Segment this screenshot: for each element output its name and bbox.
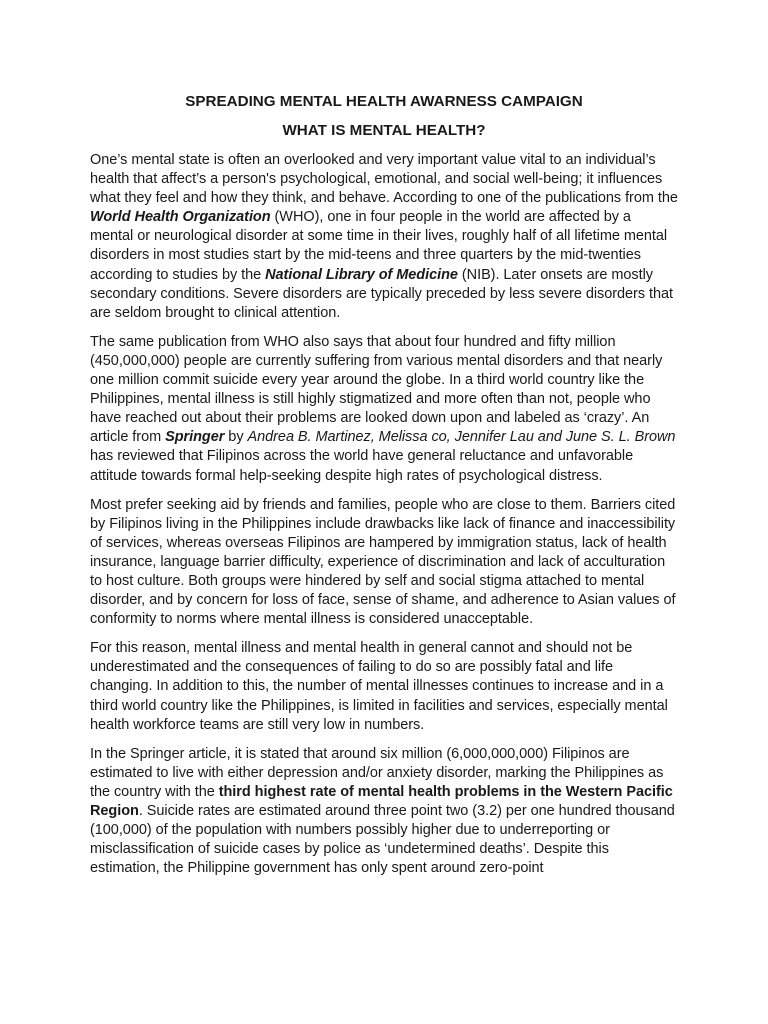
text-run: Andrea B. Martinez, Melissa co, Jennifer Lau and June S. L. Brown	[247, 429, 676, 446]
text-run: (NIB). Later onsets are mostly secondary conditions. Severe disorders are typically preceded by less severe disorders that are seldom brought to clinical attention.	[90, 266, 673, 321]
text-run: Most prefer seeking aid by friends and families, people who are close to them. Barriers cited by Filipinos living in the Philippines include drawbacks like lack of finance and inaccessibility of services, whereas overseas Filipinos are hampered by immigration status, lack of health insurance, language barrier difficulty, experience of discrimination and lack of acculturation to host culture. Both groups were hindered by self and social stigma attached to mental disorder, and by concern for loss of face, sense of shame, and adherence to Asian values of conformity to norms where mental illness is considered unacceptable.	[90, 496, 676, 628]
text-run: Springer	[165, 429, 225, 446]
text-run: National Library of Medicine	[265, 266, 458, 283]
paragraph-3	[90, 496, 678, 630]
text-run: by	[224, 429, 248, 446]
document-page	[90, 92, 678, 888]
text-run: World Health Organization	[90, 209, 271, 226]
paragraph-2	[90, 333, 678, 486]
document-title: SPREADING MENTAL HEALTH AWARNESS CAMPAIGN	[185, 93, 583, 110]
section-heading: WHAT IS MENTAL HEALTH?	[282, 122, 486, 139]
text-run: . Suicide rates are estimated around three point two (3.2) per one hundred thousand (100,000) of the population with numbers possibly higher due to underreporting or misclassification of suicide cases by police as ‘undetermined deaths’. Despite this estimation, the Philippine government has only spent around zero-point	[90, 803, 675, 877]
text-run: (WHO), one in four people in the world are affected by a mental or neurological disorder at some time in their lives, roughly half of all lifetime mental disorders in most studies start by the mid-teens and three quarters by the mid-twenties according to studies by the	[90, 209, 668, 283]
paragraph-4	[90, 639, 678, 734]
paragraph-1	[90, 151, 678, 323]
text-run: has reviewed that Filipinos across the world have general reluctance and unfavorable attitude towards formal help-seeking despite high rates of psychological distress.	[90, 448, 634, 484]
paragraph-5	[90, 745, 678, 879]
text-run: In the Springer article, it is stated that around six million (6,000,000,000) Filipinos are estimated to live with either depression and/or anxiety disorder, marking the Philippines as the country with the	[90, 745, 664, 800]
text-run: One’s mental state is often an overlooked and very important value vital to an individual’s health that affect’s a person's psychological, emotional, and social well-being; it influences what they feel and how they think, and behave. According to one of the publications from the	[90, 152, 678, 207]
text-run: For this reason, mental illness and mental health in general cannot and should not be underestimated and the consequences of failing to do so are possibly fatal and life changing. In addition to this, the number of mental illnesses continues to increase and in a third world country like the Philippines, is limited in facilities and services, especially mental health workforce teams are still very low in numbers.	[90, 640, 668, 733]
text-run: third highest rate of mental health problems in the Western Pacific Region	[90, 783, 673, 819]
text-run: The same publication from WHO also says that about four hundred and fifty million (450,000,000) people are currently suffering from various mental disorders and that nearly one million commit suicide every year around the globe. In a third world country like the Philippines, mental illness is still highly stigmatized and more often than not, people who have reached out about their problems are looked down upon and labeled as ‘crazy’. An article from	[90, 333, 663, 446]
